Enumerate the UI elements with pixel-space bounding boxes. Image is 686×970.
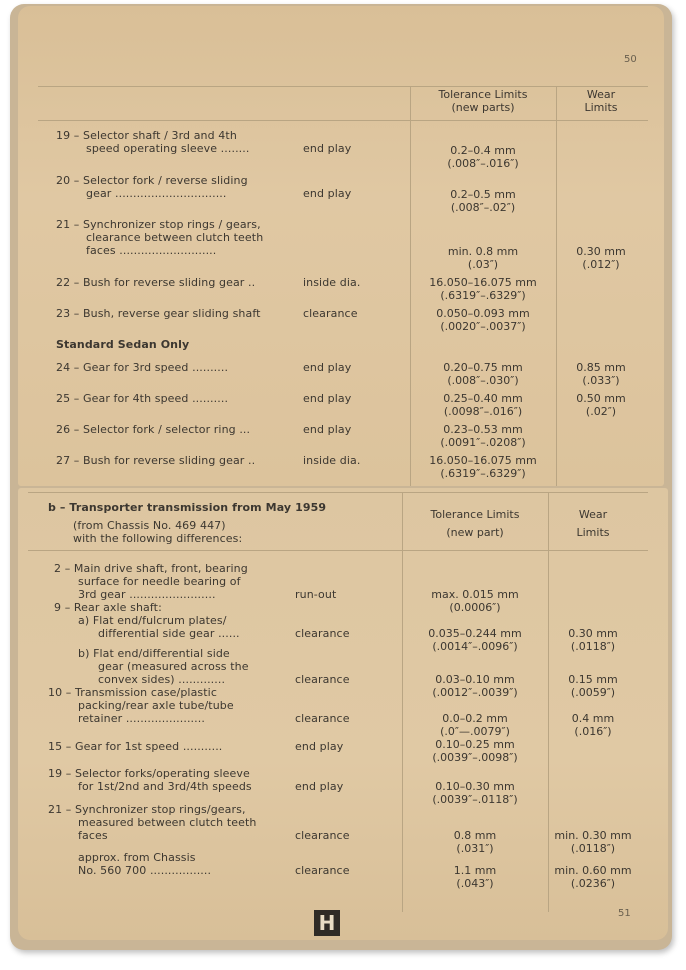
table-row: 10 – Transmission case/plastic packing/rear axle tube/tube retainer ...................... [48,686,234,725]
section-h-badge: H [314,910,340,936]
table-row: 20 – Selector fork / reverse sliding gear ............................... [56,174,248,200]
row-type: end play [303,361,352,374]
row-type: clearance [295,673,350,686]
tolerance-value: 0.2–0.5 mm (.008″–.02″) [450,188,516,214]
section-heading: b – Transporter transmission from May 1959 [48,501,327,514]
table-row: 23 – Bush, reverse gear sliding shaft [56,307,261,320]
table-row: approx. from Chassis No. 560 700 ................. [78,851,212,877]
table-row: 21 – Synchronizer stop rings/gears, measured between clutch teeth faces [48,803,257,842]
wear-value: 0.30 mm (.012″) [576,245,626,271]
row-type: clearance [295,864,350,877]
table-row: a) Flat end/fulcrum plates/ differential side gear ...... [78,614,240,640]
tolerance-value: 0.23–0.53 mm (.0091″–.0208″) [440,423,526,449]
tolerance-value: 0.10–0.25 mm (.0039″–.0098″) [432,738,518,764]
wear-value: 0.30 mm (.0118″) [568,627,618,653]
table-row: 9 – Rear axle shaft: [54,601,162,614]
wear-value: 0.50 mm (.02″) [576,392,626,418]
table-row: 21 – Synchronizer stop rings / gears, clearance between clutch teeth faces ........................... [56,218,264,257]
row-type: run-out [295,588,337,601]
page-50 [18,6,664,486]
row-type: inside dia. [303,454,361,467]
tolerance-value: 0.25–0.40 mm (.0098″–.016″) [443,392,523,418]
table-row: 25 – Gear for 4th speed .......... [56,392,229,405]
table-row: 19 – Selector shaft / 3rd and 4th speed operating sleeve ........ [56,129,250,155]
row-type: clearance [303,307,358,320]
section-heading: Standard Sedan Only [56,338,190,351]
table-row: 15 – Gear for 1st speed ........... [48,740,223,753]
wear-value: 0.15 mm (.0059″) [568,673,618,699]
wear-value: 0.4 mm (.016″) [571,712,615,738]
wear-header: Wear Limits [576,508,610,539]
tolerance-value: min. 0.8 mm (.03″) [447,245,519,271]
row-type: clearance [295,712,350,725]
tolerance-value: 0.2–0.4 mm (.008″–.016″) [447,144,519,170]
row-type: clearance [295,627,350,640]
tolerance-value: 0.10–0.30 mm (.0039″–.0118″) [432,780,518,806]
table-row: 26 – Selector fork / selector ring ... [56,423,251,436]
tolerance-value: 0.8 mm (.031″) [453,829,497,855]
table-row: 2 – Main drive shaft, front, bearing surface for needle bearing of 3rd gear ........................ [54,562,248,601]
row-type: end play [303,187,352,200]
wear-value: min. 0.60 mm (.0236″) [554,864,632,890]
tolerance-header: Tolerance Limits (new parts) [438,88,528,114]
tolerance-value: 1.1 mm (.043″) [453,864,497,890]
tolerance-value: 16.050–16.075 mm (.6319″–.6329″) [429,454,537,480]
table-row: 22 – Bush for reverse sliding gear .. [56,276,256,289]
tolerance-value: max. 0.015 mm (0.0006″) [431,588,519,614]
row-type: end play [295,780,344,793]
table-row: 27 – Bush for reverse sliding gear .. [56,454,256,467]
tolerance-value: 0.035–0.244 mm (.0014″–.0096″) [428,627,522,653]
wear-value: 0.85 mm (.033″) [576,361,626,387]
wear-header: Wear Limits [584,88,618,114]
table-top-rule [28,492,648,493]
table-row: 19 – Selector forks/operating sleeve for 1st/2nd and 3rd/4th speeds [48,767,252,793]
tolerance-value: 0.20–0.75 mm (.008″–.030″) [443,361,523,387]
section-subtitle: (from Chassis No. 469 447) with the following differences: [73,519,243,545]
page-51 [18,488,668,940]
table-row: b) Flat end/differential side gear (measured across the convex sides) ............. [78,647,249,686]
header-rule [28,550,648,551]
row-type: clearance [295,829,350,842]
row-type: end play [303,142,352,155]
row-type: inside dia. [303,276,361,289]
page-number: 51 [618,908,631,919]
column-divider [556,86,557,486]
row-type: end play [295,740,344,753]
tolerance-value: 0.03–0.10 mm (.0012″–.0039″) [432,673,518,699]
table-row: 24 – Gear for 3rd speed .......... [56,361,229,374]
page-number: 50 [624,54,637,65]
tolerance-value: 16.050–16.075 mm (.6319″–.6329″) [429,276,537,302]
tolerance-header: Tolerance Limits (new part) [430,508,520,539]
tolerance-value: 0.050–0.093 mm (.0020″–.0037″) [436,307,530,333]
row-type: end play [303,392,352,405]
tolerance-value: 0.0–0.2 mm (.0″—.0079″) [440,712,510,738]
row-type: end play [303,423,352,436]
wear-value: min. 0.30 mm (.0118″) [554,829,632,855]
